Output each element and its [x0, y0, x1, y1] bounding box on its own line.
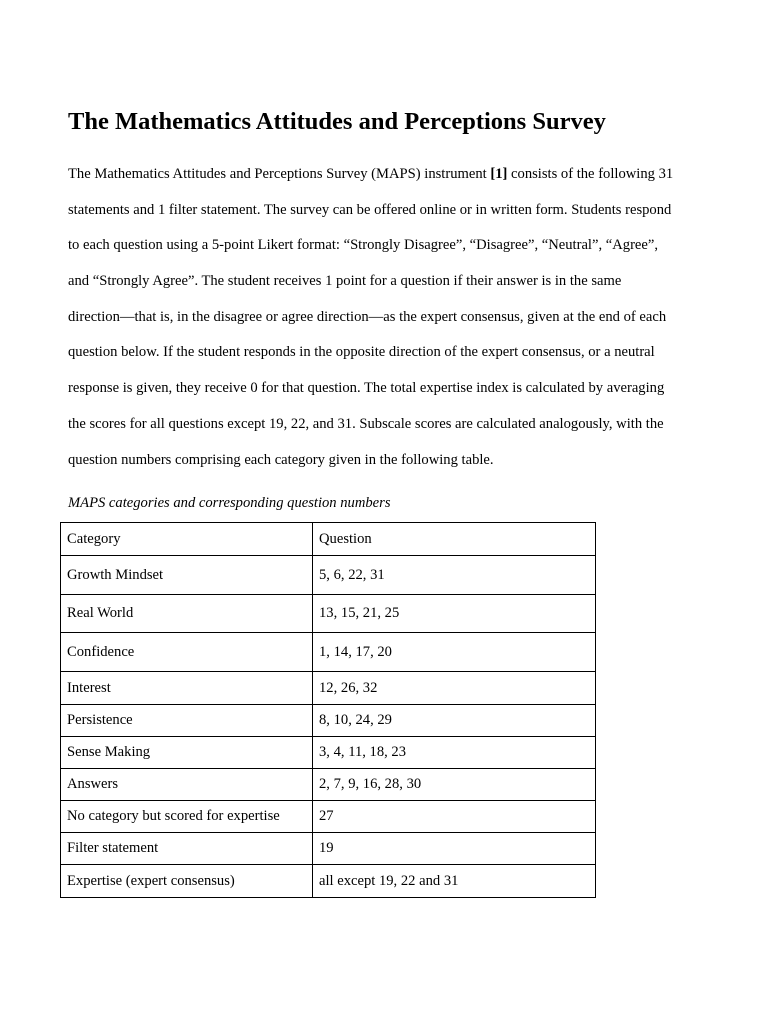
question-cell: 1, 14, 17, 20: [313, 633, 596, 672]
citation-reference[interactable]: [1]: [490, 166, 508, 182]
question-cell: 2, 7, 9, 16, 28, 30: [313, 769, 596, 801]
header-cell-question: Question: [313, 523, 596, 556]
table-header-row: [61, 523, 596, 556]
category-cell: Filter statement: [61, 833, 313, 865]
table-row: [61, 633, 596, 672]
paragraph-line: response is given, they receive 0 for that question. The total expertise index is calculated by averaging: [68, 380, 665, 397]
header-cell-category: Category: [61, 523, 313, 556]
category-cell: Answers: [61, 769, 313, 801]
table-row: [61, 833, 596, 865]
paragraph-text: The Mathematics Attitudes and Perceptions Survey (MAPS) instrument: [68, 166, 491, 182]
category-cell: Sense Making: [61, 737, 313, 769]
question-cell: 5, 6, 22, 31: [313, 556, 596, 595]
question-cell: all except 19, 22 and 31: [313, 865, 596, 898]
page-title: The Mathematics Attitudes and Perceptions Survey: [68, 108, 606, 135]
table-row: [61, 705, 596, 737]
question-cell: 12, 26, 32: [313, 672, 596, 705]
paragraph-line: statements and 1 filter statement. The survey can be offered online or in written form. Students respond: [68, 201, 672, 218]
paragraph-line: direction—that is, in the disagree or agree direction—as the expert consensus, given at the end of each: [68, 308, 667, 325]
category-cell: Confidence: [61, 633, 313, 672]
table-row: [61, 737, 596, 769]
paragraph-text: consists of the following 31: [507, 166, 674, 182]
question-cell: 19: [313, 833, 596, 865]
table-row: [61, 865, 596, 898]
paragraph-line: and “Strongly Agree”. The student receives 1 point for a question if their answer is in the same: [68, 273, 622, 290]
maps-categories-table: [60, 522, 596, 898]
category-cell: Growth Mindset: [61, 556, 313, 595]
question-cell: 3, 4, 11, 18, 23: [313, 737, 596, 769]
table-row: [61, 769, 596, 801]
table-row: [61, 672, 596, 705]
category-cell: Persistence: [61, 705, 313, 737]
question-cell: 13, 15, 21, 25: [313, 595, 596, 633]
table-row: [61, 556, 596, 595]
category-cell: Expertise (expert consensus): [61, 865, 313, 898]
table-row: [61, 801, 596, 833]
paragraph-line: to each question using a 5-point Likert format: “Strongly Disagree”, “Disagree”, “Neutral”, “Agree”,: [68, 237, 659, 254]
category-cell: Interest: [61, 672, 313, 705]
table-row: [61, 595, 596, 633]
question-cell: 27: [313, 801, 596, 833]
question-cell: 8, 10, 24, 29: [313, 705, 596, 737]
category-cell: Real World: [61, 595, 313, 633]
paragraph-line: question numbers comprising each category given in the following table.: [68, 451, 494, 468]
category-cell: No category but scored for expertise: [61, 801, 313, 833]
table-caption: MAPS categories and corresponding question numbers: [68, 495, 391, 511]
paragraph-line: question below. If the student responds in the opposite direction of the expert consensus, or a neutral: [68, 344, 655, 361]
paragraph-line: [68, 156, 700, 192]
intro-paragraph: [68, 156, 700, 477]
paragraph-line: the scores for all questions except 19, 22, and 31. Subscale scores are calculated analogously, with the: [68, 415, 664, 432]
